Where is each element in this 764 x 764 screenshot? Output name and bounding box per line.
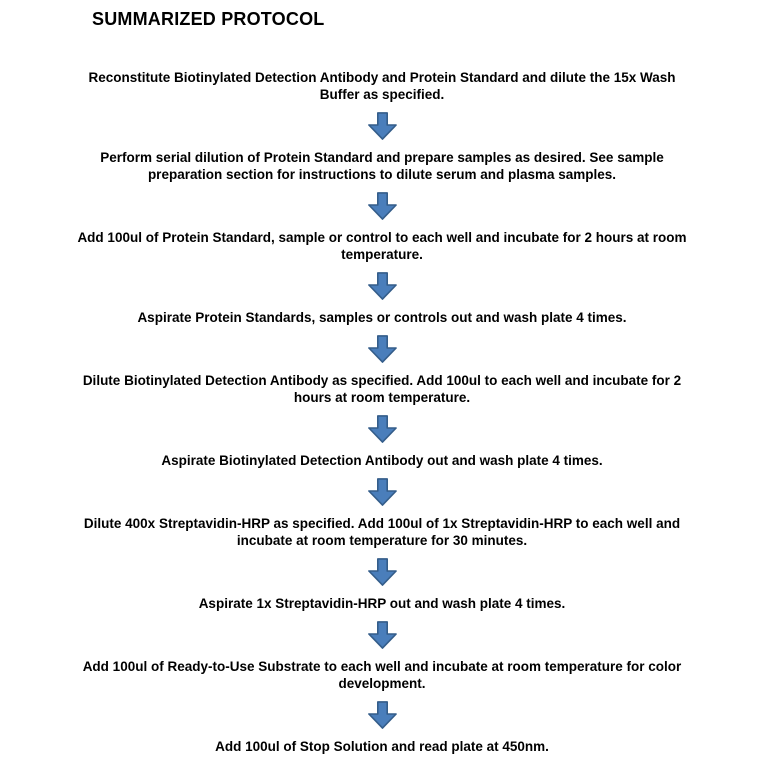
protocol-step-8: Aspirate 1x Streptavidin-HRP out and wash plate 4 times. (198, 596, 566, 611)
protocol-step-6: Aspirate Biotinylated Detection Antibody out and wash plate 4 times. (161, 453, 603, 468)
protocol-step-9: Add 100ul of Ready-to-Use Substrate to each well and incubate at room temperature for color development. (82, 659, 682, 691)
down-arrow-icon (368, 478, 397, 506)
down-arrow-icon (368, 112, 397, 140)
down-arrow-icon (368, 335, 397, 363)
protocol-step-10: Add 100ul of Stop Solution and read plate at 450nm. (215, 739, 549, 754)
protocol-flowchart (0, 69, 764, 755)
down-arrow-icon (368, 701, 397, 729)
protocol-step-7: Dilute 400x Streptavidin-HRP as specified. Add 100ul of 1x Streptavidin-HRP to each well and incubate at room temperature for 30 minutes. (83, 516, 681, 548)
down-arrow-icon (368, 621, 397, 649)
protocol-step-4: Aspirate Protein Standards, samples or controls out and wash plate 4 times. (137, 310, 627, 325)
protocol-step-5: Dilute Biotinylated Detection Antibody as specified. Add 100ul to each well and incubate for 2 hours at room temperature. (82, 373, 682, 405)
down-arrow-icon (368, 192, 397, 220)
page-title: SUMMARIZED PROTOCOL (92, 9, 325, 29)
down-arrow-icon (368, 415, 397, 443)
protocol-step-1: Reconstitute Biotinylated Detection Antibody and Protein Standard and dilute the 15x Wash Buffer as specified. (88, 70, 676, 102)
down-arrow-icon (368, 272, 397, 300)
protocol-step-2: Perform serial dilution of Protein Standard and prepare samples as desired. See sample preparation section for instructions to dilute serum and plasma samples. (100, 150, 664, 182)
down-arrow-icon (368, 558, 397, 586)
protocol-step-3: Add 100ul of Protein Standard, sample or control to each well and incubate for 2 hours at room temperature. (77, 230, 687, 262)
